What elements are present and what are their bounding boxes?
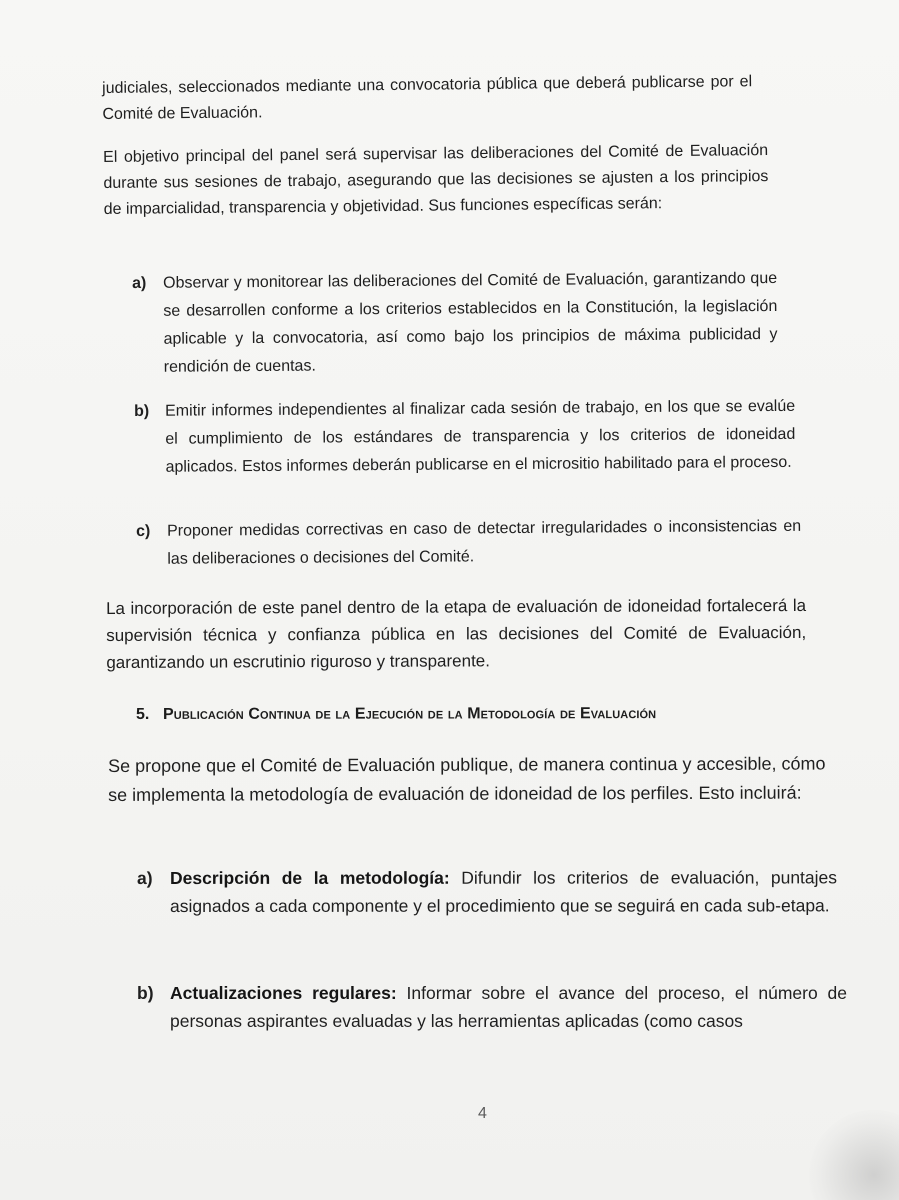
panel-objective-paragraph: El objetivo principal del panel será supervisar las deliberaciones del Comité de Evaluación durante sus sesiones de trabajo, asegurando que las decisiones se ajusten a los principios de imparcialidad, transparencia y objetividad. Sus funciones específicas serán: (103, 142, 769, 218)
item-label: Descripción de la metodología: (170, 867, 450, 888)
page-number: 4 (478, 1105, 487, 1122)
function-item-c (136, 513, 801, 574)
function-text: Proponer medidas correctivas en caso de detectar irregularidades o inconsistencias en las deliberaciones o decisiones del Comité. (167, 517, 802, 568)
continuation-paragraph: judiciales, seleccionados mediante una convocatoria pública que deberá publicarse por el Comité de Evaluación. (102, 73, 753, 123)
publication-item-b (137, 979, 847, 1035)
publication-item-a (137, 863, 837, 920)
function-item-b (134, 393, 796, 482)
list-marker: b) (137, 983, 154, 1003)
list-marker: b) (134, 402, 150, 420)
publication-item-text (170, 979, 847, 1035)
panel-incorporation-paragraph: La incorporación de este panel dentro de la etapa de evaluación de idoneidad fortalecerá la supervisión técnica y confianza pública en las decisiones del Comité de Evaluación, garantizando un escrutinio riguroso y transparente. (106, 595, 807, 672)
section-title: Publicación Continua de la Ejecución de la Metodología de Evaluación (163, 705, 657, 723)
list-marker: a) (132, 274, 147, 292)
item-description: Informar sobre el avance del proceso, el número de personas aspirantes evaluadas y las herramientas aplicadas (como casos (170, 983, 848, 1031)
function-item-a (132, 265, 778, 382)
function-text: Emitir informes independientes al finalizar cada sesión de trabajo, en los que se evalúe el cumplimiento de los estándares de transparencia y los criterios de idoneidad aplicados. Estos informes deberán publicarse en el micrositio habilitado para el proceso. (165, 397, 796, 476)
list-marker: a) (137, 867, 153, 888)
publication-item-text (170, 863, 837, 920)
function-text: Observar y monitorear las deliberaciones del Comité de Evaluación, garantizando que se desarrollen conforme a los criterios establecidos en la Constitución, la legislación aplicable y la convocatoria, así como bajo los principios de máxima publicidad y rendición de cuentas. (163, 269, 778, 376)
item-label: Actualizaciones regulares: (170, 983, 397, 1003)
item-description: Difundir los criterios de evaluación, puntajes asignados a cada componente y el procedimiento que se seguirá en cada sub-etapa. (170, 867, 838, 916)
list-marker: c) (136, 522, 151, 540)
section-heading (136, 702, 786, 727)
publication-intro-paragraph: Se propone que el Comité de Evaluación publique, de manera continua y accesible, cómo se implementa la metodología de evaluación de idoneidad de los perfiles. Esto incluirá: (108, 753, 826, 805)
section-number: 5. (136, 705, 150, 723)
